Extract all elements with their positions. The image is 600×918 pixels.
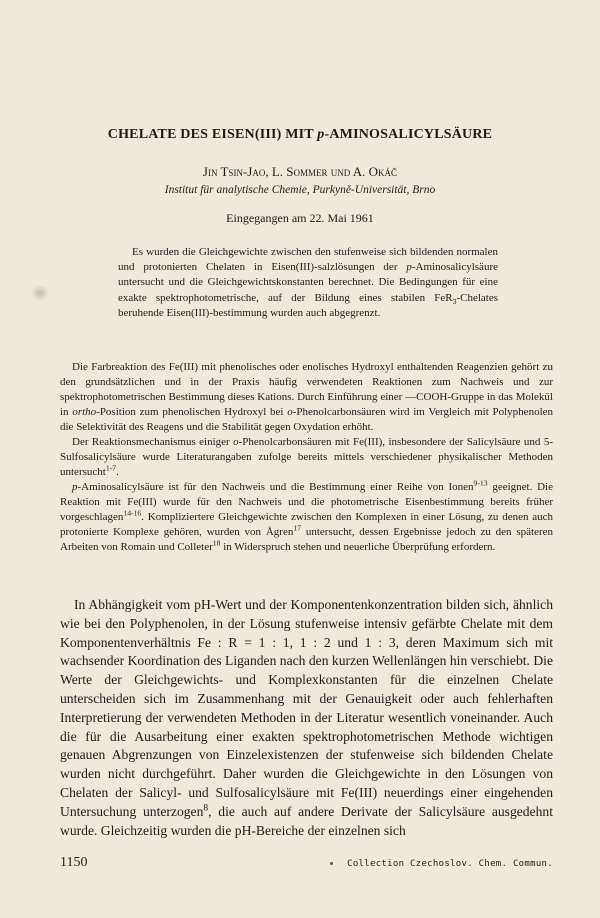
authors: Jin Tsin-Jao, L. Sommer und A. Okáč <box>202 164 398 179</box>
journal-name: Collection Czechoslov. Chem. Commun. <box>347 859 553 869</box>
institute: Institut für analytische Chemie, Purkyně-Universität, Brno <box>164 184 436 196</box>
abstract <box>118 245 498 321</box>
introduction <box>60 360 553 555</box>
citation: 9-13 <box>473 478 488 488</box>
received-date: Eingegangen am 22. Mai 1961 <box>226 211 374 225</box>
citation: 8 <box>203 803 209 814</box>
intro-paragraph-3: p-Aminosalicylsäure ist für den Nachweis und die Bestimmung einer Reihe von Ionen$^{9-13}$ geeignet. Die Reaktion mit Fe(III) wurde für den Nachweis und die photometrische Eisenbestimmung bereits früher vorgeschlagen$^{14-16}$. Kompliziertere Gleichgewichte zwischen den Komplexen in einer Lösung, zu denen auch protonierte Komplexe gehören, wurden von Ågren$^{17}$ untersucht, dessen Ergebnisse jedoch zu den späteren Arbeiten von Romain und Colleter$^{18}$ in Widerspruch stehen und neuerliche Überprüfung erfordern. <box>60 478 553 553</box>
article-title: CHELATE DES EISEN(III) MIT p-AMINOSALICYLSÄURE <box>107 127 493 142</box>
stray-dot <box>330 862 333 865</box>
page-footer <box>60 855 553 875</box>
abstract-paragraph: Es wurden die Gleichgewichte zwischen den stufenweise sich bildenden normalen und protonierten Chelaten in Eisen(III)-salzlösungen der p-Aminosalicylsäure untersucht und die Gleichgewichtskonstanten berechnet. Die Bedingungen für eine exakte spektrophotometrische, auf der Bildung eines stabilen FeR$_3$-Chelates beruhende Eisen(III)-bestimmung wurden auch abgegrenzt. <box>118 246 498 319</box>
citation: 18 <box>212 538 221 548</box>
intro-paragraph-2: Der Reaktionsmechanismus einiger o-Phenolcarbonsäuren mit Fe(III), insbesondere der Salicylsäure und 5-Sulfosalicylsäure wurde Literaturangaben zufolge bereits mittels verschiedener physikalischer Methoden untersucht$^{1-7}$. <box>60 436 553 478</box>
main-text <box>60 596 553 840</box>
ink-blot <box>30 285 50 301</box>
citation: 14-16 <box>123 508 142 518</box>
citation: 17 <box>293 523 302 533</box>
title-italic: p <box>317 127 325 142</box>
citation: 1-7 <box>105 463 117 473</box>
main-paragraph: In Abhängigkeit vom pH-Wert und der Komponentenkonzentration bilden sich, ähnlich wie bei den Polyphenolen, in der Lösung stufenweise intensiv gefärbte Chelate mit dem Komponentenverhältnis Fe : R = 1 : 1, 1 : 2 und 1 : 3, deren Maximum sich mit wachsender Koordination des Liganden nach den kurzen Wellenlängen hin verschiebt. Die Werte der Gleichgewichts- und Komplexkonstanten für die einzelnen Chelate unterscheiden sich im Zusammenhang mit der Genauigkeit oder auch fehlerhaften Interpretierung der verwendeten Methoden in der Literatur wesentlich voneinander. Auch die für die Ausarbeitung einer exakten spektrophotometrischen Methode wichtigen genauen Abgrenzungen von Einzelexistenzen der stufenweise sich bildenden Chelate wurden nicht durchgeführt. Daher wurden die Gleichgewichte in den Lösungen von Chelaten der Salicyl- und Sulfosalicylsäure mit Fe(III) neuerdings einer eingehenden Untersuchung unterzogen$^8$, die auch auf andere Derivate der Salicylsäure ausgedehnt wurde. Gleichzeitig wurden die pH-Bereiche der einzelnen sich <box>60 597 553 838</box>
intro-paragraph-1: Die Farbreaktion des Fe(III) mit phenolisches oder enolisches Hydroxyl enthaltenden Reagenzien gehört zu den grundsätzlichen und in der Praxis häufig verwendeten Reaktionen zum Nachweis und zur spektrophotometrischen Bestimmung dieses Kations. Durch Einführung einer —COOH-Gruppe in das Molekül in ortho-Position zum phenolischen Hydroxyl bei o-Phenolcarbonsäuren wird im Vergleich mit Polyphenolen die Selektivität des Reagens und die Stabilität gegen Oxydation erhöht. <box>60 361 554 433</box>
page-number: 1150 <box>60 855 88 870</box>
